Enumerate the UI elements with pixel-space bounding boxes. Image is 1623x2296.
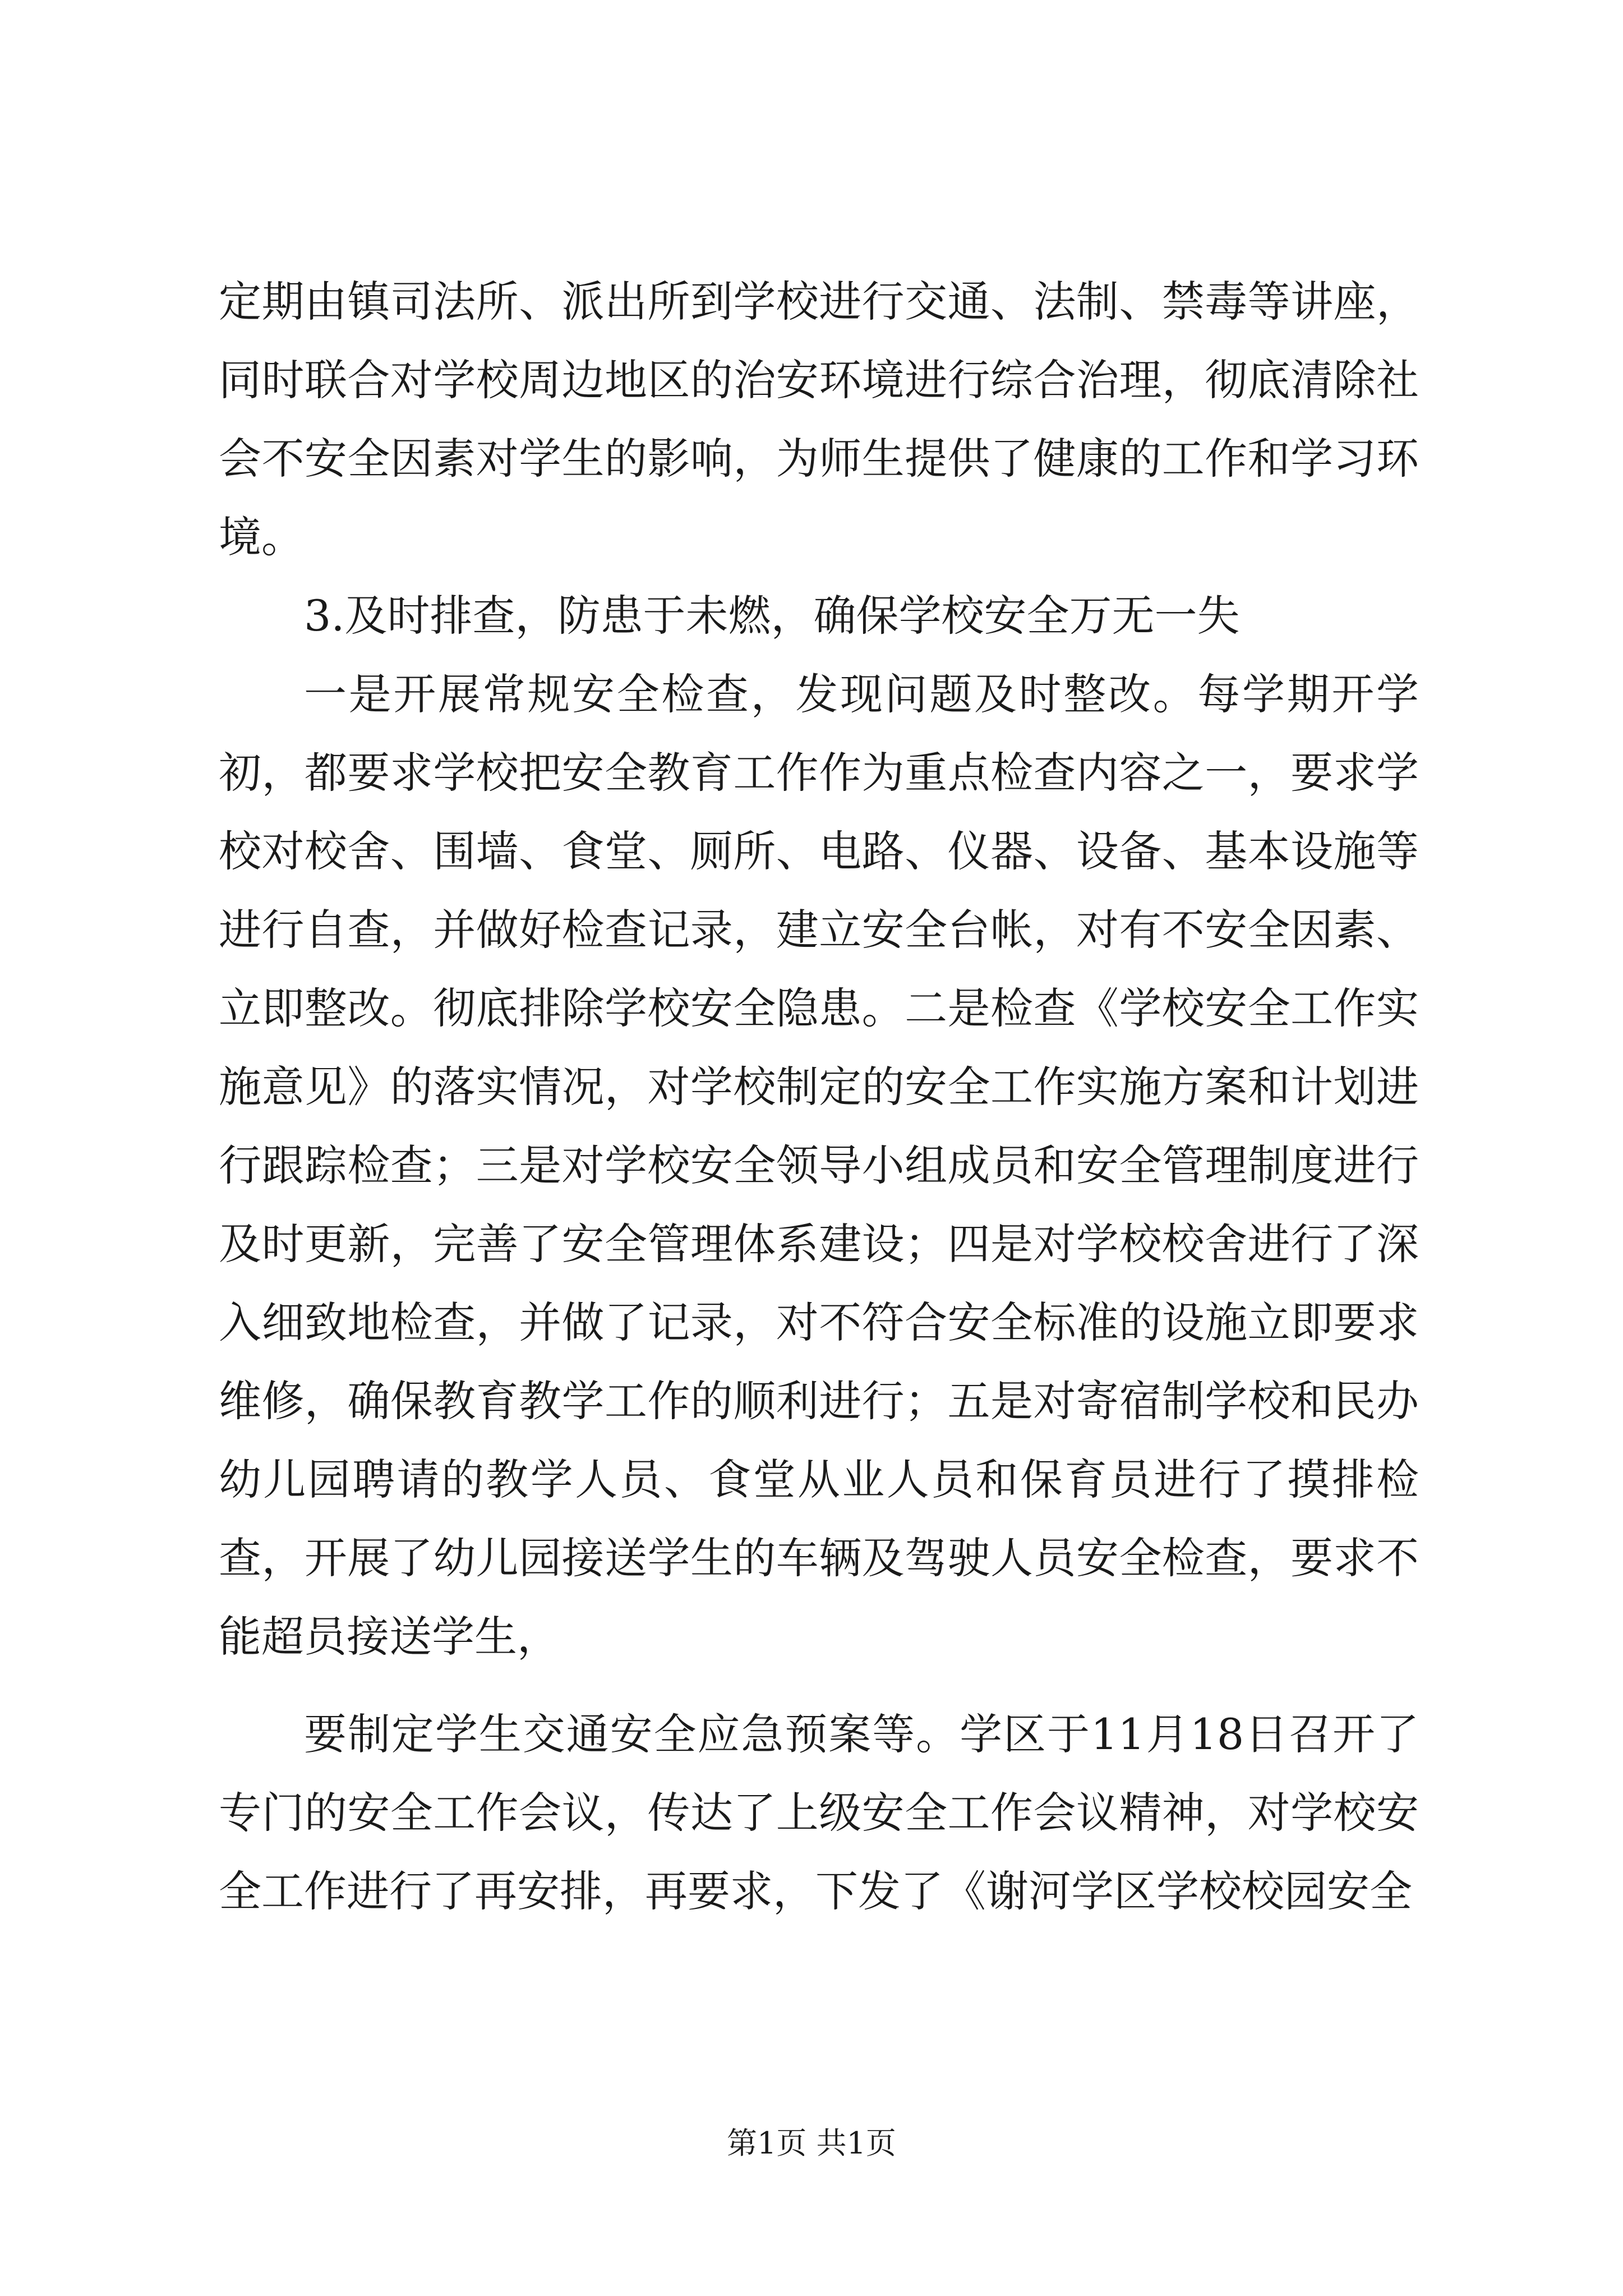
document-body [219,263,1419,1931]
section-heading: 3.及时排查，防患于未燃，确保学校安全万无一失 [304,591,1240,641]
paragraph-meeting: 要制定学生交通安全应急预案等。学区于11月18日召开了专门的安全工作会议，传达了上级安全工作会议精神，对学校安全工作进行了再安排，再要求，下发了《谢河学区学校校园安全 [219,1709,1419,1916]
page-footer: 第1页 共1页 [727,2125,896,2161]
paragraph-continuation: 定期由镇司法所、派出所到学校进行交通、法制、禁毒等讲座，同时联合对学校周边地区的治安环境进行综合治理，彻底清除社会不安全因素对学生的影响，为师生提供了健康的工作和学习环境。 [219,277,1419,562]
paragraph-inspection: 一是开展常规安全检查，发现问题及时整改。每学期开学初，都要求学校把安全教育工作作为重点检查内容之一，要求学校对校舍、围墙、食堂、厕所、电路、仪器、设备、基本设施等进行自查，并做好检查记录，建立安全台帐，对有不安全因素、立即整改。彻底排除学校安全隐患。二是检查《学校安全工作实施意见》的落实情况，对学校制定的安全工作实施方案和计划进行跟踪检查；三是对学校安全领导小组成员和安全管理制度进行及时更新，完善了安全管理体系建设；四是对学校校舍进行了深入细致地检查，并做了记录，对不符合安全标准的设施立即要求维修，确保教育教学工作的顺利进行；五是对寄宿制学校和民办幼儿园聘请的教学人员、食堂从业人员和保育员进行了摸排检查，开展了幼儿园接送学生的车辆及驾驶人员安全检查，要求不能超员接送学生， [219,669,1419,1662]
